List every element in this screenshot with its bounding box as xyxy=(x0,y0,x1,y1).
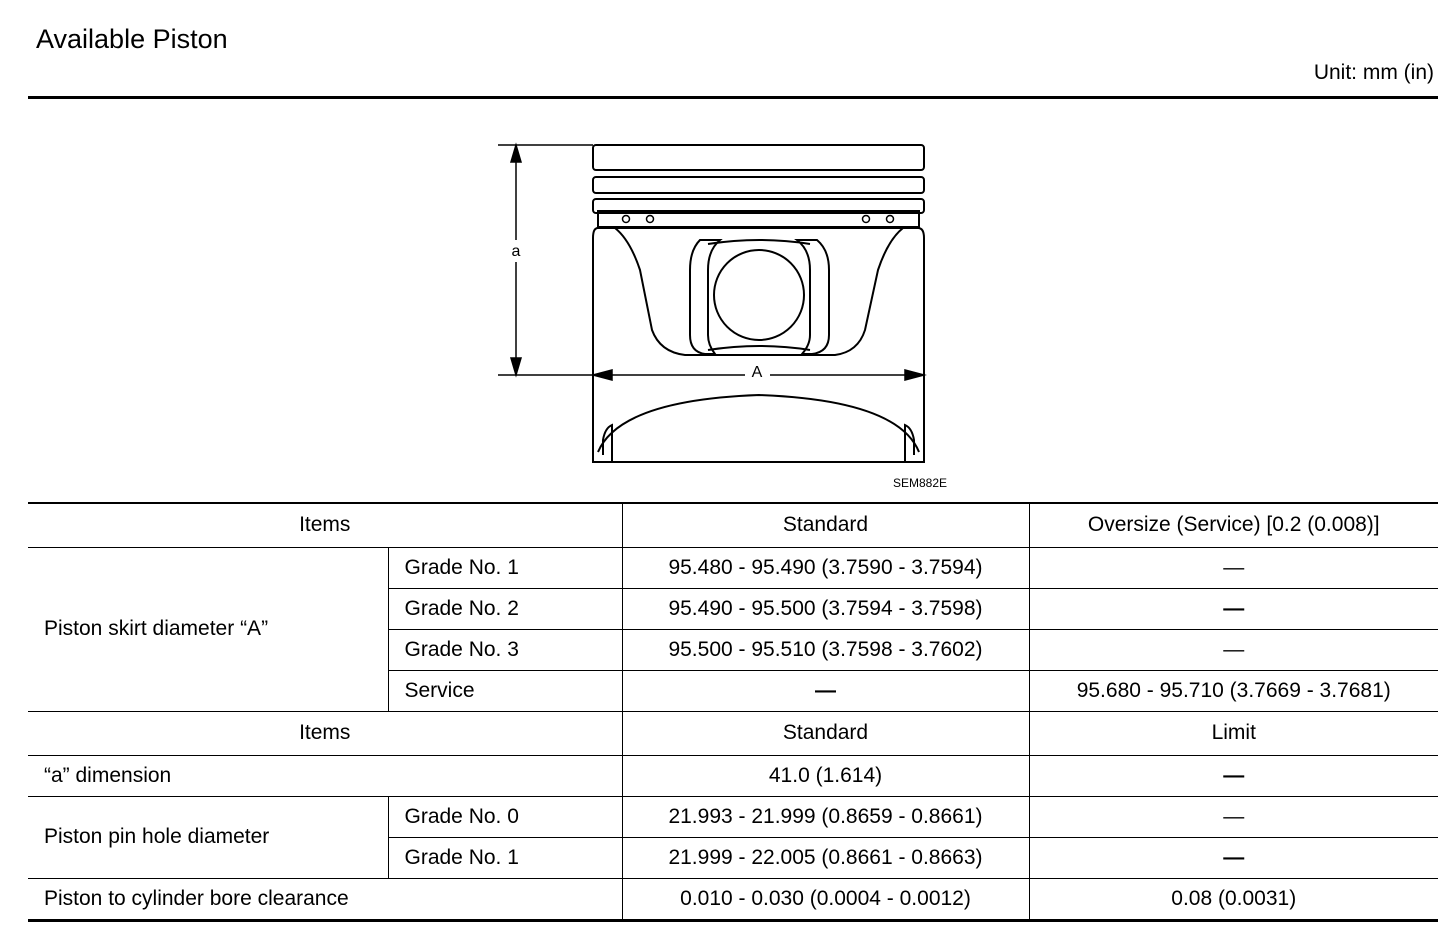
table-row xyxy=(28,796,1438,837)
grade-cell: Grade No. 2 xyxy=(388,588,622,629)
standard-cell: 21.999 - 22.005 (0.8661 - 0.8663) xyxy=(622,837,1029,878)
standard-cell: 95.490 - 95.500 (3.7594 - 3.7598) xyxy=(622,588,1029,629)
dim-a-label: a xyxy=(511,243,521,260)
header-limit: Limit xyxy=(1029,711,1438,755)
standard-cell: 41.0 (1.614) xyxy=(622,755,1029,796)
piston-pin-hole xyxy=(714,250,804,340)
figure-code: SEM882E xyxy=(893,476,948,490)
limit-cell: — xyxy=(1029,755,1438,796)
limit-cell: 0.08 (0.0031) xyxy=(1029,878,1438,920)
table-row xyxy=(28,755,1438,796)
unit-label: Unit: mm (in) xyxy=(1313,61,1434,84)
table-row xyxy=(28,878,1438,920)
oversize-cell: — xyxy=(1029,629,1438,670)
grade-cell: Grade No. 0 xyxy=(388,796,622,837)
pin-hole-label: Piston pin hole diameter xyxy=(28,796,388,878)
piston-ring-second xyxy=(593,177,924,193)
limit-cell: — xyxy=(1029,796,1438,837)
limit-cell: — xyxy=(1029,837,1438,878)
header-oversize: Oversize (Service) [0.2 (0.008)] xyxy=(1029,503,1438,547)
grade-cell: Grade No. 1 xyxy=(388,547,622,588)
oil-hole-1 xyxy=(623,216,630,223)
table-header-row xyxy=(28,503,1438,547)
header-standard: Standard xyxy=(622,711,1029,755)
dim-a-arrow-top xyxy=(511,145,521,162)
skirt-lower-curve xyxy=(598,395,919,452)
piston-skirt-outline xyxy=(593,228,924,462)
grade-cell: Service xyxy=(388,670,622,711)
oil-hole-4 xyxy=(887,216,894,223)
dim-A-arrow-left xyxy=(593,370,612,380)
standard-cell: 95.480 - 95.490 (3.7590 - 3.7594) xyxy=(622,547,1029,588)
header-standard: Standard xyxy=(622,503,1029,547)
piston-boss-outline xyxy=(615,228,903,355)
page-title: Available Piston xyxy=(36,24,228,54)
pin-boss-bottom xyxy=(708,346,810,350)
header-items: Items xyxy=(28,711,622,755)
piston-spec-table xyxy=(28,502,1438,922)
dim-A-label: A xyxy=(751,364,763,381)
grade-cell: Grade No. 3 xyxy=(388,629,622,670)
skirt-inner-left xyxy=(603,425,612,462)
oil-hole-3 xyxy=(863,216,870,223)
standard-cell: 95.500 - 95.510 (3.7598 - 3.7602) xyxy=(622,629,1029,670)
oversize-cell: — xyxy=(1029,547,1438,588)
skirt-diameter-label: Piston skirt diameter “A” xyxy=(28,547,388,711)
oil-hole-2 xyxy=(647,216,654,223)
oversize-cell: 95.680 - 95.710 (3.7669 - 3.7681) xyxy=(1029,670,1438,711)
standard-cell: 0.010 - 0.030 (0.0004 - 0.0012) xyxy=(622,878,1029,920)
piston-ring-top xyxy=(593,145,924,170)
pin-boss-left xyxy=(690,240,720,354)
standard-cell: — xyxy=(622,670,1029,711)
clearance-label: Piston to cylinder bore clearance xyxy=(28,878,622,920)
table-header-row xyxy=(28,711,1438,755)
pin-boss-top xyxy=(708,240,810,244)
skirt-inner-right xyxy=(905,425,914,462)
oversize-cell: — xyxy=(1029,588,1438,629)
a-dimension-label: “a” dimension xyxy=(28,755,622,796)
standard-cell: 21.993 - 21.999 (0.8659 - 0.8661) xyxy=(622,796,1029,837)
table-row xyxy=(28,547,1438,588)
dim-A-arrow-right xyxy=(905,370,924,380)
header-divider xyxy=(28,96,1438,99)
header-items: Items xyxy=(28,503,622,547)
grade-cell: Grade No. 1 xyxy=(388,837,622,878)
dim-a-arrow-bottom xyxy=(511,358,521,375)
piston-diagram xyxy=(480,130,960,502)
pin-boss-right xyxy=(797,240,829,354)
